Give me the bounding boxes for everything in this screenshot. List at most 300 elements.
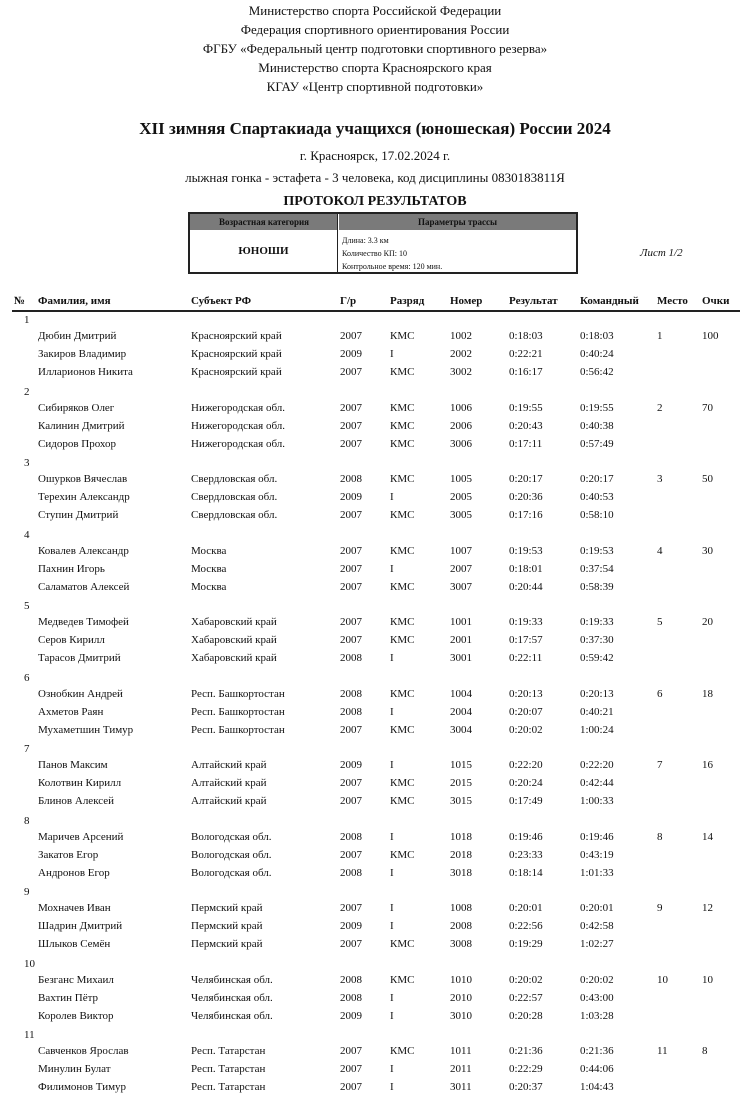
cell-name: Сибиряков Олег	[38, 401, 115, 414]
cell-result: 0:22:20	[509, 759, 543, 771]
cell-result: 0:22:57	[509, 991, 543, 1004]
header-rule	[12, 310, 740, 312]
cell-points: 14	[702, 830, 713, 843]
cell-team: 0:40:24	[580, 348, 614, 360]
cell-bib: 3007	[450, 580, 472, 593]
cell-year: 2007	[340, 509, 362, 521]
cell-region: Респ. Татарстан	[191, 1081, 266, 1093]
cell-bib: 3011	[450, 1081, 472, 1093]
protocol-title: ПРОТОКОЛ РЕЗУЛЬТАТОВ	[283, 194, 467, 209]
cell-team: 0:19:55	[580, 401, 614, 414]
cell-rank: КМС	[390, 509, 415, 521]
org-line-1: Министерство спорта Российской Федерации	[248, 3, 502, 18]
cell-points: 16	[702, 759, 713, 771]
cell-team: 0:19:33	[580, 616, 614, 628]
table-row	[0, 777, 750, 795]
cell-region: Вологодская обл.	[191, 848, 272, 861]
cell-region: Челябинская обл.	[191, 1009, 273, 1022]
cell-region: Москва	[191, 562, 227, 575]
cell-year: 2009	[340, 920, 362, 932]
cell-points: 100	[702, 330, 719, 342]
cell-rank: I	[390, 830, 394, 843]
org-line-5: КГАУ «Центр спортивной подготовки»	[266, 79, 484, 94]
cell-place: 4	[657, 544, 663, 557]
cell-result: 0:20:13	[509, 687, 543, 700]
cell-result: 0:17:57	[509, 634, 543, 646]
cell-year: 2007	[340, 795, 362, 807]
cell-bib: 1010	[450, 973, 472, 986]
cell-points: 50	[702, 473, 713, 485]
team-number: 4	[24, 528, 30, 541]
cell-bib: 1018	[450, 830, 472, 843]
parameters-divider	[337, 214, 338, 272]
cell-place: 5	[657, 616, 663, 628]
discipline: лыжная гонка - эстафета - 3 человека, код дисциплины 0830183811Я	[185, 170, 565, 185]
cell-result: 0:18:03	[509, 330, 543, 342]
cell-rank: КМС	[390, 401, 415, 414]
cell-region: Свердловская обл.	[191, 473, 278, 485]
cell-result: 0:20:17	[509, 473, 543, 485]
table-row	[0, 938, 750, 956]
cell-bib: 1006	[450, 401, 472, 414]
cell-name: Филимонов Тимур	[38, 1081, 127, 1093]
cell-name: Шадрин Дмитрий	[38, 920, 123, 932]
cell-name: Пахнин Игорь	[38, 562, 105, 575]
cell-year: 2008	[340, 473, 362, 485]
cell-result: 0:22:11	[509, 652, 543, 664]
table-row	[0, 706, 750, 724]
cell-region: Пермский край	[191, 938, 263, 950]
cell-team: 1:03:28	[580, 1009, 614, 1022]
cell-year: 2009	[340, 491, 362, 503]
col-points: Очки	[702, 295, 730, 307]
cell-region: Свердловская обл.	[191, 491, 278, 503]
team-number: 7	[24, 743, 30, 755]
cell-rank: КМС	[390, 777, 415, 789]
cell-bib: 3006	[450, 437, 472, 450]
cell-place: 2	[657, 401, 663, 414]
cell-bib: 1005	[450, 473, 472, 485]
cell-region: Красноярский край	[191, 348, 282, 360]
cell-region: Москва	[191, 544, 227, 557]
cell-region: Вологодская обл.	[191, 866, 272, 879]
cell-rank: I	[390, 866, 394, 879]
sheet-number: Лист 1/2	[640, 247, 683, 259]
cell-name: Медведев Тимофей	[38, 616, 129, 628]
cell-year: 2007	[340, 616, 362, 628]
cell-rank: КМС	[390, 544, 415, 557]
cell-team: 0:21:36	[580, 1045, 614, 1057]
col-no: №	[14, 295, 26, 307]
cell-bib: 1011	[450, 1045, 472, 1057]
cell-points: 70	[702, 401, 713, 414]
table-row	[0, 1081, 750, 1099]
cell-result: 0:17:16	[509, 509, 543, 521]
cell-result: 0:20:44	[509, 580, 543, 593]
cell-bib: 3002	[450, 366, 472, 378]
page-title: XII зимняя Спартакиада учащихся (юношеская) России 2024	[139, 119, 611, 138]
cell-result: 0:17:49	[509, 795, 543, 807]
cell-place: 10	[657, 973, 668, 986]
cell-year: 2009	[340, 1009, 362, 1022]
cell-name: Шлыков Семён	[38, 938, 111, 950]
cell-year: 2007	[340, 777, 362, 789]
cell-team: 0:20:02	[580, 973, 614, 986]
cell-year: 2007	[340, 938, 362, 950]
table-row	[0, 366, 750, 384]
table-row	[0, 831, 750, 849]
cell-rank: КМС	[390, 938, 415, 950]
table-row	[0, 1063, 750, 1081]
cell-name: Тарасов Дмитрий	[38, 652, 121, 664]
cell-name: Ступин Дмитрий	[38, 509, 119, 521]
cell-rank: КМС	[390, 848, 415, 861]
cell-region: Нижегородская обл.	[191, 401, 285, 414]
cell-team: 1:01:33	[580, 866, 614, 879]
col-result: Результат	[509, 295, 558, 307]
org-line-2: Федерация спортивного ориентирования России	[240, 22, 510, 37]
team-number: 9	[24, 886, 30, 898]
cell-name: Панов Максим	[38, 759, 108, 771]
table-row	[0, 992, 750, 1010]
cell-year: 2008	[340, 705, 362, 718]
cell-team: 0:58:10	[580, 509, 614, 521]
cell-rank: I	[390, 562, 394, 575]
cell-year: 2007	[340, 437, 362, 450]
cell-bib: 2006	[450, 419, 472, 432]
cell-region: Респ. Башкортостан	[191, 723, 285, 736]
cell-rank: КМС	[390, 580, 415, 593]
cell-team: 1:00:24	[580, 723, 614, 736]
cell-place: 7	[657, 759, 663, 771]
cell-team: 1:04:43	[580, 1081, 614, 1093]
team-number: 3	[24, 457, 30, 469]
table-row	[0, 330, 750, 348]
cell-team: 0:42:58	[580, 920, 614, 932]
table-row	[0, 652, 750, 670]
cell-team: 1:00:33	[580, 795, 614, 807]
table-row	[0, 724, 750, 742]
cell-year: 2007	[340, 401, 362, 414]
cell-team: 0:42:44	[580, 777, 614, 789]
cell-year: 2008	[340, 830, 362, 843]
cell-region: Пермский край	[191, 902, 263, 914]
table-row	[0, 491, 750, 509]
cell-rank: КМС	[390, 330, 415, 342]
cell-bib: 2004	[450, 705, 472, 718]
col-region: Субъект РФ	[191, 295, 252, 307]
cell-result: 0:19:53	[509, 544, 543, 557]
cell-year: 2007	[340, 1081, 362, 1093]
cell-year: 2007	[340, 1063, 362, 1075]
cell-bib: 2005	[450, 491, 472, 503]
cell-result: 0:19:33	[509, 616, 543, 628]
cell-name: Савченков Ярослав	[38, 1045, 129, 1057]
cell-bib: 2015	[450, 777, 472, 789]
cell-result: 0:18:01	[509, 562, 543, 575]
cell-rank: КМС	[390, 616, 415, 628]
cell-team: 0:20:13	[580, 687, 614, 700]
cell-year: 2007	[340, 419, 362, 432]
table-row	[0, 795, 750, 813]
table-row	[0, 759, 750, 777]
cell-rank: I	[390, 1081, 394, 1093]
cell-year: 2007	[340, 1045, 362, 1057]
cell-points: 18	[702, 687, 713, 700]
cell-result: 0:23:33	[509, 848, 543, 861]
category-header: Возрастная категория	[190, 214, 338, 230]
age-category: ЮНОШИ	[238, 245, 289, 257]
cell-team: 0:58:39	[580, 580, 614, 593]
team-number: 6	[24, 671, 30, 684]
cell-year: 2007	[340, 562, 362, 575]
team-number: 10	[24, 957, 35, 970]
table-row	[0, 545, 750, 563]
cell-team: 0:37:30	[580, 634, 614, 646]
cell-team: 0:20:01	[580, 902, 614, 914]
cell-region: Свердловская обл.	[191, 509, 278, 521]
cell-name: Мухаметшин Тимур	[38, 723, 134, 736]
cell-team: 1:02:27	[580, 938, 614, 950]
cell-region: Хабаровский край	[191, 652, 277, 664]
table-row	[0, 867, 750, 885]
col-name: Фамилия, имя	[38, 295, 111, 307]
cell-place: 8	[657, 830, 663, 843]
cell-bib: 3004	[450, 723, 472, 736]
table-row	[0, 849, 750, 867]
cell-team: 0:19:46	[580, 830, 614, 843]
table-row	[0, 1010, 750, 1028]
cell-result: 0:19:55	[509, 401, 543, 414]
cell-team: 0:22:20	[580, 759, 614, 771]
cell-team: 0:43:19	[580, 848, 614, 861]
cell-result: 0:20:36	[509, 491, 543, 503]
cell-team: 0:40:53	[580, 491, 614, 503]
team-number: 1	[24, 314, 30, 326]
cell-result: 0:17:11	[509, 437, 543, 450]
col-place: Место	[657, 295, 688, 307]
cell-team: 0:44:06	[580, 1063, 614, 1075]
cell-result: 0:22:29	[509, 1063, 543, 1075]
cell-bib: 1008	[450, 902, 472, 914]
cell-name: Ковалев Александр	[38, 544, 129, 557]
parameters-header: Параметры трассы	[339, 214, 576, 230]
cell-year: 2007	[340, 366, 362, 378]
cell-region: Алтайский край	[191, 759, 267, 771]
cell-year: 2008	[340, 652, 362, 664]
cell-year: 2008	[340, 991, 362, 1004]
cell-name: Колотвин Кирилл	[38, 777, 122, 789]
table-row	[0, 402, 750, 420]
cell-region: Респ. Башкортостан	[191, 687, 285, 700]
cell-rank: I	[390, 1009, 394, 1022]
table-row	[0, 348, 750, 366]
table-row	[0, 1045, 750, 1063]
col-rank: Разряд	[390, 295, 425, 307]
control-time: Контрольное время: 120 мин.	[342, 262, 443, 271]
cell-points: 10	[702, 973, 713, 986]
cell-name: Ошурков Вячеслав	[38, 473, 128, 485]
control-points: Количество КП: 10	[342, 249, 407, 258]
cell-bib: 1001	[450, 616, 472, 628]
cell-place: 9	[657, 902, 663, 914]
cell-name: Вахтин Пётр	[38, 991, 99, 1004]
cell-rank: КМС	[390, 366, 415, 378]
table-row	[0, 438, 750, 456]
cell-region: Вологодская обл.	[191, 830, 272, 843]
cell-year: 2008	[340, 973, 362, 986]
cell-name: Андронов Егор	[38, 866, 110, 879]
table-row	[0, 902, 750, 920]
table-row	[0, 473, 750, 491]
cell-rank: КМС	[390, 437, 415, 450]
cell-place: 11	[657, 1045, 668, 1057]
table-row	[0, 581, 750, 599]
cell-year: 2007	[340, 723, 362, 736]
cell-name: Ознобкин Андрей	[38, 687, 123, 700]
cell-year: 2009	[340, 348, 362, 360]
track-length: Длина: 3.3 км	[342, 236, 389, 245]
table-row	[0, 420, 750, 438]
cell-team: 0:59:42	[580, 652, 614, 664]
table-row	[0, 634, 750, 652]
cell-name: Блинов Алексей	[38, 795, 115, 807]
cell-team: 0:19:53	[580, 544, 614, 557]
cell-team: 0:56:42	[580, 366, 614, 378]
cell-result: 0:19:46	[509, 830, 543, 843]
cell-region: Челябинская обл.	[191, 973, 273, 986]
cell-rank: I	[390, 920, 394, 932]
cell-name: Серов Кирилл	[38, 634, 105, 646]
cell-name: Илларионов Никита	[38, 366, 133, 378]
team-number: 8	[24, 814, 30, 827]
cell-bib: 2001	[450, 634, 472, 646]
cell-bib: 2010	[450, 991, 472, 1004]
cell-region: Красноярский край	[191, 366, 282, 378]
cell-place: 3	[657, 473, 663, 485]
cell-rank: КМС	[390, 795, 415, 807]
cell-result: 0:20:02	[509, 723, 543, 736]
cell-name: Ахметов Раян	[38, 705, 104, 718]
cell-team: 0:18:03	[580, 330, 614, 342]
cell-year: 2009	[340, 759, 362, 771]
cell-bib: 1002	[450, 330, 472, 342]
cell-result: 0:22:56	[509, 920, 543, 932]
cell-name: Саламатов Алексей	[38, 580, 130, 593]
cell-rank: КМС	[390, 473, 415, 485]
cell-region: Нижегородская обл.	[191, 419, 285, 432]
cell-region: Респ. Татарстан	[191, 1063, 266, 1075]
cell-team: 0:37:54	[580, 562, 614, 575]
table-row	[0, 688, 750, 706]
cell-result: 0:21:36	[509, 1045, 543, 1057]
cell-name: Безганс Михаил	[38, 973, 114, 986]
cell-rank: I	[390, 705, 394, 718]
cell-result: 0:20:01	[509, 902, 543, 914]
cell-result: 0:22:21	[509, 348, 543, 360]
cell-region: Хабаровский край	[191, 634, 277, 646]
cell-team: 0:43:00	[580, 991, 614, 1004]
cell-year: 2008	[340, 866, 362, 879]
cell-result: 0:20:24	[509, 777, 543, 789]
cell-rank: I	[390, 991, 394, 1004]
cell-name: Маричев Арсений	[38, 830, 124, 843]
cell-region: Респ. Татарстан	[191, 1045, 266, 1057]
cell-name: Мохначев Иван	[38, 902, 111, 914]
table-row	[0, 616, 750, 634]
cell-region: Пермский край	[191, 920, 263, 932]
cell-name: Закатов Егор	[38, 848, 99, 861]
cell-bib: 3008	[450, 938, 472, 950]
cell-rank: I	[390, 759, 394, 771]
cell-name: Дюбин Дмитрий	[38, 330, 117, 342]
cell-bib: 1015	[450, 759, 472, 771]
cell-rank: КМС	[390, 723, 415, 736]
cell-region: Москва	[191, 580, 227, 593]
cell-rank: КМС	[390, 1045, 415, 1057]
cell-team: 0:40:38	[580, 419, 614, 432]
cell-region: Хабаровский край	[191, 616, 277, 628]
cell-rank: I	[390, 902, 394, 914]
org-line-4: Министерство спорта Красноярского края	[258, 60, 492, 75]
cell-year: 2008	[340, 687, 362, 700]
cell-result: 0:20:02	[509, 973, 543, 986]
col-year: Г/р	[340, 295, 357, 307]
cell-name: Королев Виктор	[38, 1009, 114, 1022]
cell-points: 8	[702, 1045, 708, 1057]
cell-bib: 2002	[450, 348, 472, 360]
cell-bib: 2011	[450, 1063, 472, 1075]
cell-result: 0:20:43	[509, 419, 543, 432]
cell-points: 30	[702, 544, 713, 557]
cell-region: Нижегородская обл.	[191, 437, 285, 450]
cell-name: Калинин Дмитрий	[38, 419, 125, 432]
cell-region: Респ. Башкортостан	[191, 705, 285, 718]
cell-year: 2007	[340, 580, 362, 593]
cell-bib: 2018	[450, 848, 472, 861]
cell-result: 0:16:17	[509, 366, 543, 378]
cell-year: 2007	[340, 634, 362, 646]
cell-bib: 2008	[450, 920, 472, 932]
cell-result: 0:19:29	[509, 938, 543, 950]
cell-points: 12	[702, 902, 713, 914]
cell-year: 2007	[340, 544, 362, 557]
org-line-3: ФГБУ «Федеральный центр подготовки спортивного резерва»	[202, 41, 548, 56]
cell-region: Красноярский край	[191, 330, 282, 342]
cell-bib: 3001	[450, 652, 472, 664]
cell-rank: КМС	[390, 634, 415, 646]
cell-year: 2007	[340, 902, 362, 914]
cell-bib: 3005	[450, 509, 472, 521]
cell-team: 0:40:21	[580, 705, 614, 718]
team-number: 11	[24, 1029, 35, 1041]
place-date: г. Красноярск, 17.02.2024 г.	[299, 148, 451, 163]
cell-rank: I	[390, 652, 394, 664]
cell-result: 0:20:37	[509, 1081, 543, 1093]
cell-rank: I	[390, 348, 394, 360]
cell-rank: I	[390, 1063, 394, 1075]
cell-place: 6	[657, 687, 663, 700]
cell-name: Терехин Александр	[38, 491, 130, 503]
cell-team: 0:57:49	[580, 437, 614, 450]
cell-bib: 3015	[450, 795, 472, 807]
cell-team: 0:20:17	[580, 473, 614, 485]
table-row	[0, 920, 750, 938]
cell-year: 2007	[340, 848, 362, 861]
cell-place: 1	[657, 330, 663, 342]
cell-bib: 1004	[450, 687, 472, 700]
table-row	[0, 563, 750, 581]
